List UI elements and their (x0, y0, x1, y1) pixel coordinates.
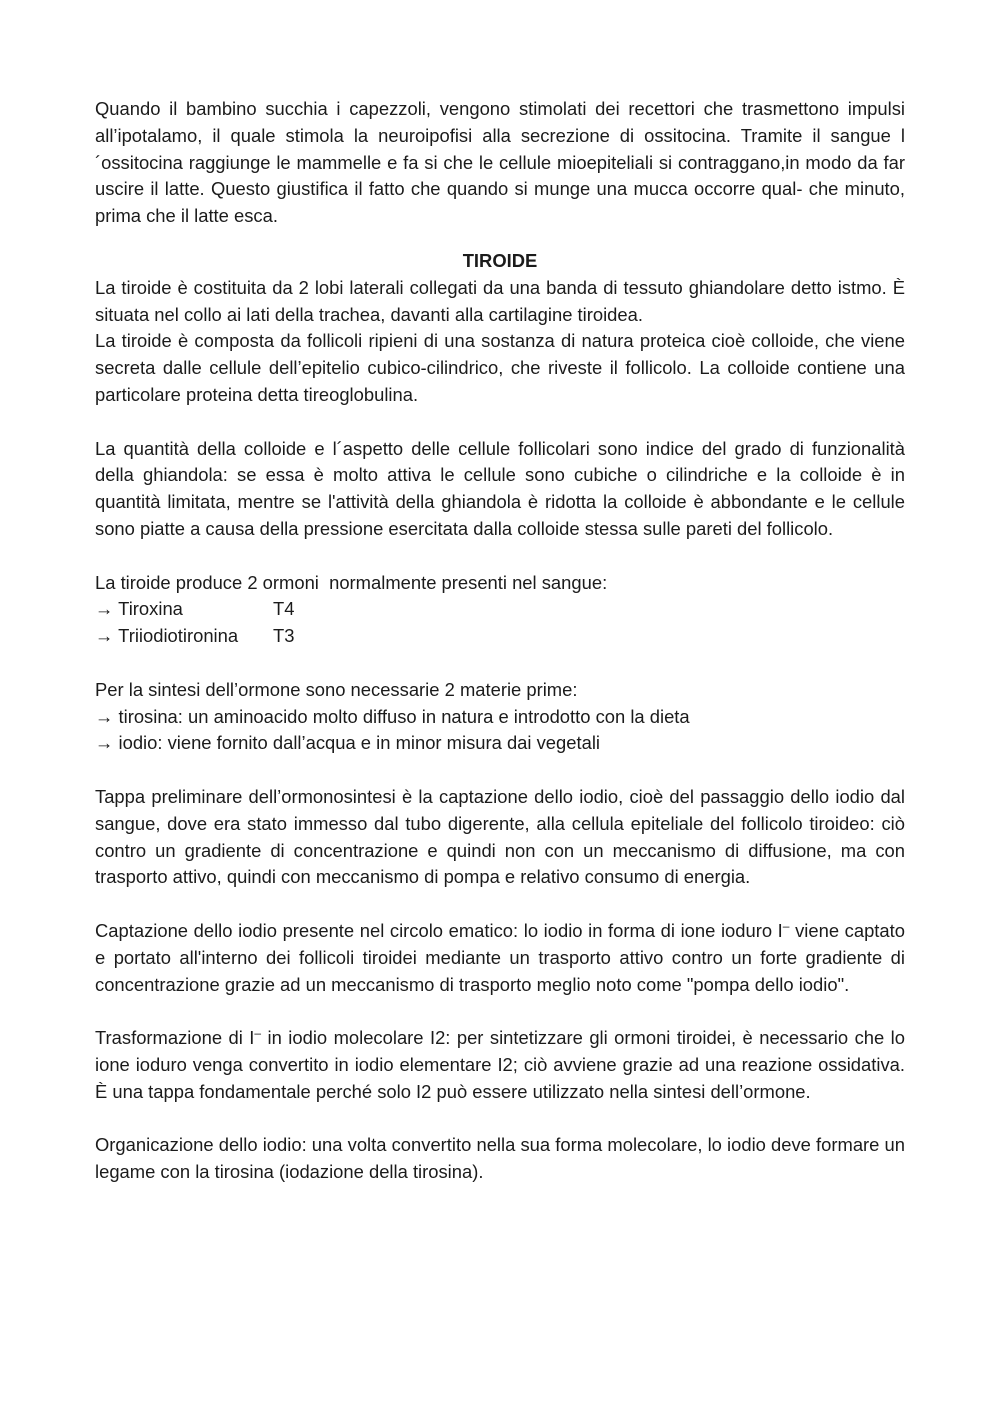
paragraph-tiroide-structure: La tiroide è costituita da 2 lobi laterali collegati da una banda di tessuto ghiandolare detto istmo. È situata nel collo ai lati della trachea, davanti alla cartilagine tiroidea. (95, 276, 905, 325)
list-item-materia: → iodio: viene fornito dall’acqua e in minor misura dai vegetali (95, 732, 600, 754)
ormone-code: T4 (273, 598, 295, 620)
captazione-text-b: viene captato e portato all'interno dei follicoli tiroidei mediante un trasporto attivo contro un forte gradiente di concentrazione grazie ad un meccanismo di trasporto meglio noto come "pompa dello iodio". (95, 919, 905, 995)
ormone-name: → Tiroxina (95, 598, 183, 620)
paragraph-organicazione: Organicazione dello iodio: una volta convertito nella sua forma molecolare, lo iodio deve formare un legame con la tirosina (iodazione della tirosina). (95, 1134, 905, 1183)
paragraph-captazione (95, 918, 905, 998)
superscript-minus: – (254, 1026, 262, 1041)
list-item-ormone (95, 596, 905, 623)
list-item-ormone (95, 623, 905, 650)
captazione-text-a: Captazione dello iodio presente nel circolo ematico: lo iodio in forma di ione ioduro I (95, 919, 783, 941)
document-page (95, 96, 905, 1186)
ormoni-intro: La tiroide produce 2 ormoni normalmente presenti nel sangue: (95, 571, 608, 593)
trasformazione-text-b: in iodio molecolare I2: per sintetizzare gli ormoni tiroidei, è necessario che lo ione ioduro venga convertito in iodio elementare I2; ciò avviene grazie ad una reazione ossidativa. È una tappa fondamentale perché solo I2 può essere utilizzato nella sintesi dell’ormone. (95, 1027, 905, 1102)
paragraph-colloide: La quantità della colloide e l´aspetto delle cellule follicolari sono indice del grado di funzionalità della ghiandola: se essa è molto attiva le cellule sono cubiche o cilindriche e la colloide è in quantità limitata, mentre se l'attività della ghiandola è ridotta la colloide è abbondante e le cellule sono piatte a causa della pressione esercitata dalla colloide stessa sulle pareti del follicolo. (95, 437, 905, 539)
paragraph-intro: Quando il bambino succhia i capezzoli, vengono stimolati dei recettori che trasmettono impulsi all’ipotalamo, il quale stimola la neuroipofisi alla secrezione di ossitocina. Tramite il sangue l´ossitocina raggiunge le mammelle e fa si che le cellule mioepiteliali si contraggano,in modo da far uscire il latte. Questo giustifica il fatto che quando si munge una mucca occorre qual- che minuto, prima che il latte esca. (95, 98, 905, 227)
superscript-minus: – (782, 918, 790, 933)
paragraph-trasformazione (95, 1025, 905, 1105)
paragraph-tiroide-follicles: La tiroide è composta da follicoli ripieni di una sostanza di natura proteica cioè colloide, che viene secreta dalle cellule dell’epitelio cubico-cilindrico, che riveste il follicolo. La colloide contiene una particolare proteina detta tireoglobulina. (95, 330, 905, 405)
ormone-code: T3 (273, 625, 295, 647)
trasformazione-text-a: Trasformazione di I (95, 1027, 255, 1049)
materie-intro: Per la sintesi dell’ormone sono necessarie 2 materie prime: (95, 678, 578, 700)
list-item-materia: → tirosina: un aminoacido molto diffuso in natura e introdotto con la dieta (95, 705, 690, 727)
paragraph-tappa: Tappa preliminare dell’ormonosintesi è la captazione dello iodio, cioè del passaggio dello iodio dal sangue, dove era stato immesso dal tubo digerente, alla cellula epiteliale del follicolo tiroideo: ciò contro un gradiente di concentrazione e quindi non con un meccanismo di diffusione, ma con trasporto attivo, quindi con meccanismo di pompa e relativo consumo di energia. (95, 785, 905, 888)
section-title: TIROIDE (462, 249, 538, 271)
ormone-name: → Triiodiotironina (95, 625, 239, 647)
